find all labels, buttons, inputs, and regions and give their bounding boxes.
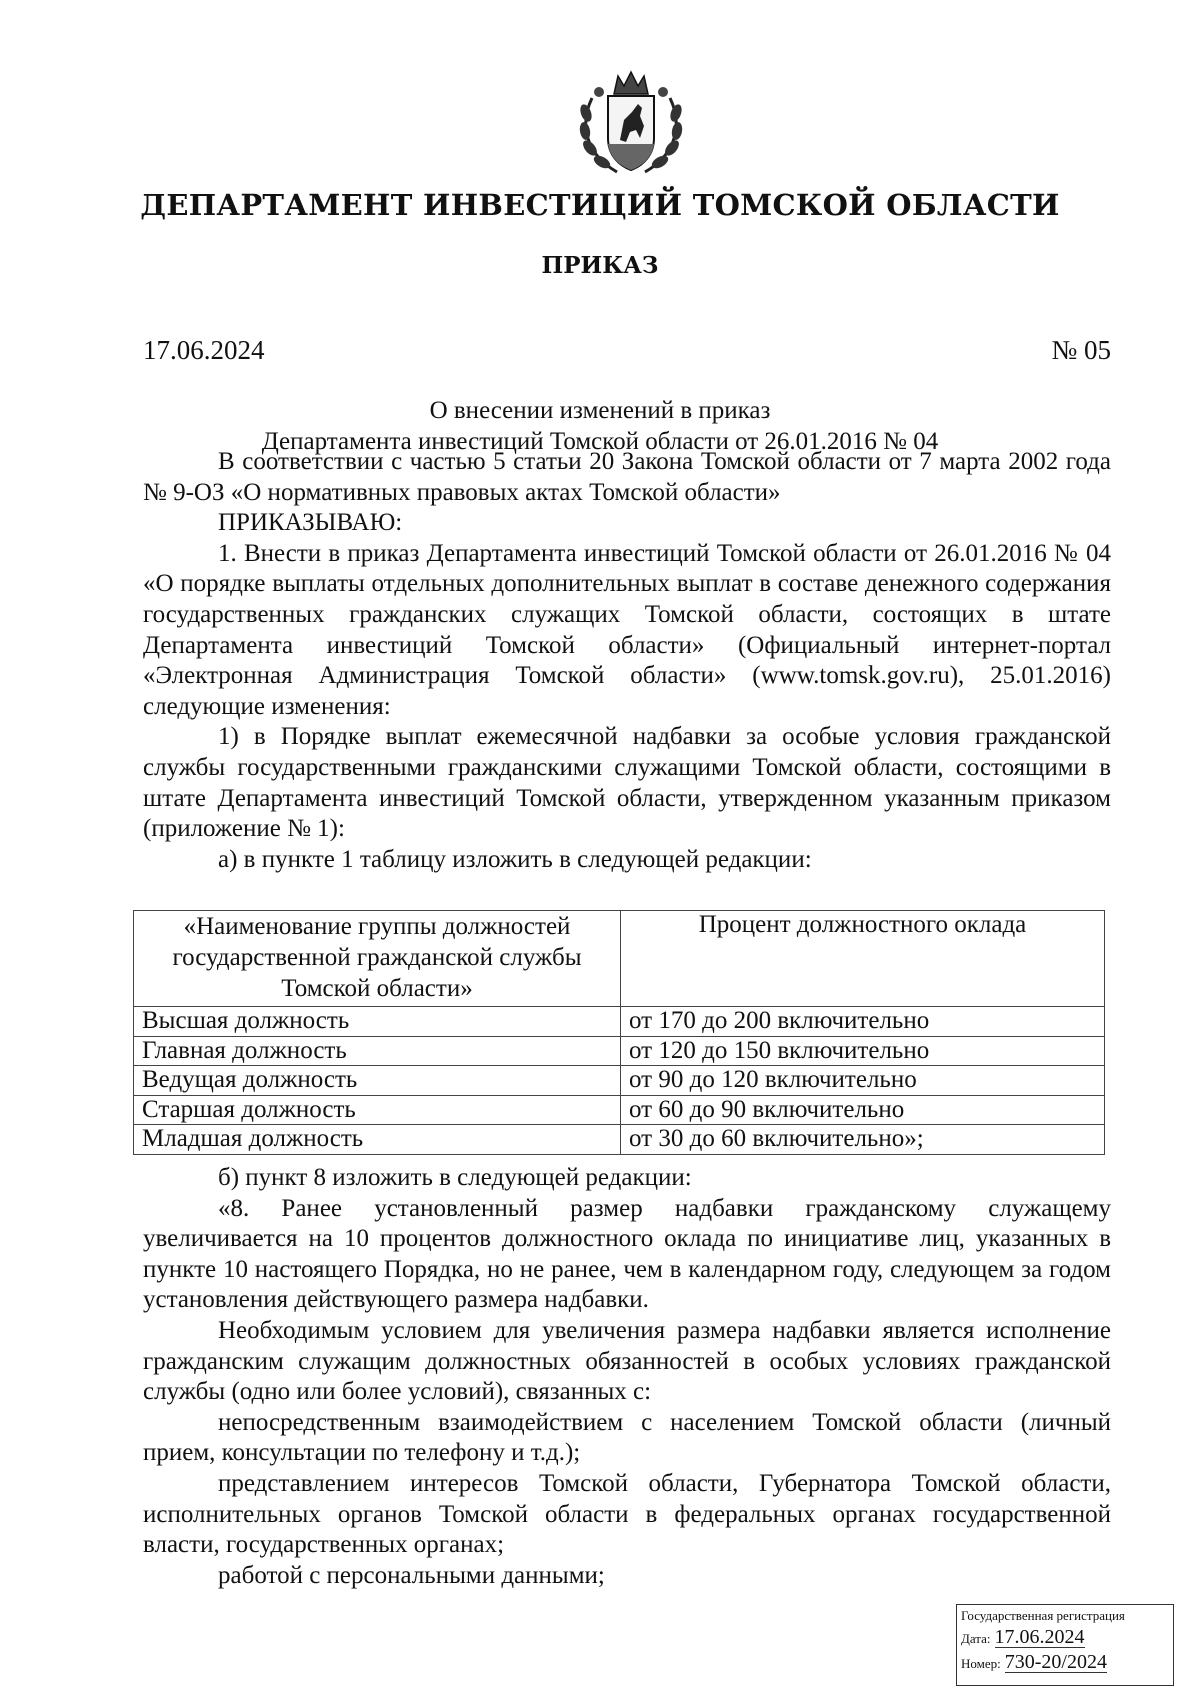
registration-date-row: [961, 1627, 1169, 1648]
table-row: [134, 1036, 1105, 1066]
registration-number-label: Номер:: [961, 1656, 1001, 1671]
subject-line-1: О внесении изменений в приказ: [429, 397, 771, 424]
order-date: 17.06.2024: [143, 335, 265, 365]
registration-number-value: 730-20/2024: [1004, 1651, 1107, 1673]
department-title: ДЕПАРТАМЕНТ ИНВЕСТИЦИЙ ТОМСКОЙ ОБЛАСТИ: [140, 188, 1060, 222]
subitem-b: б) пункт 8 изложить в следующей редакции:: [218, 1164, 692, 1191]
table-header-percent: Процент должностного оклада: [621, 911, 1105, 1007]
condition-representation: представлением интересов Томской области, Губернатора Томской области, исполнительных органов Томской области в федеральных органах государственной власти, государственных органах;: [143, 1469, 1111, 1559]
table-cell-group: Главная должность: [134, 1036, 621, 1066]
table-header-group: «Наименование группы должностей государственной гражданской службы Томской области»: [134, 911, 621, 1007]
condition-personal-data: работой с персональными данными;: [218, 1561, 605, 1589]
registration-number-row: [961, 1652, 1169, 1673]
condition-direct: непосредственным взаимодействием с населением Томской области (личный прием, консультации по телефону и т.д.);: [143, 1408, 1111, 1467]
table-row: [134, 1125, 1105, 1155]
table-row: [134, 1007, 1105, 1037]
subject-line-2: Департамента инвестиций Томской области от 26.01.2016 № 04: [261, 428, 939, 455]
table-cell-group: Младшая должность: [134, 1125, 621, 1155]
positions-table: [133, 910, 1105, 1155]
registration-date-label: Дата:: [961, 1631, 991, 1646]
order-number: № 05: [1051, 335, 1111, 365]
table-cell-percent: от 170 до 200 включительно: [621, 1007, 1105, 1037]
subitem-a: а) в пункте 1 таблицу изложить в следующей редакции:: [218, 845, 812, 873]
order-body-bottom: [143, 1163, 1111, 1591]
point-8-first-line: «8. Ранее установленный размер надбавки гражданскому служащему: [218, 1194, 1111, 1222]
document-type: ПРИКАЗ: [541, 252, 659, 279]
table-cell-percent: от 120 до 150 включительно: [621, 1036, 1105, 1066]
order-word: ПРИКАЗЫВАЮ:: [218, 509, 403, 537]
table-cell-percent: от 30 до 60 включительно»;: [621, 1125, 1105, 1155]
table-header-row: [134, 911, 1105, 1007]
registration-title: Государственная регистрация: [961, 1608, 1125, 1623]
table-cell-group: Высшая должность: [134, 1007, 621, 1037]
preamble: В соответствии с частью 5 статьи 20 Закона Томской области от 7 марта 2002 года № 9-ОЗ «О нормативных правовых актах Томской области»: [143, 448, 1111, 506]
subitem-1: 1) в Порядке выплат ежемесячной надбавки за особые условия гражданской службы государственными гражданскими служащими Томской области, состоящими в штате Департамента инвестиций Томской области, утвержденном указанным приказом (приложение № 1):: [143, 723, 1111, 843]
table-cell-percent: от 60 до 90 включительно: [621, 1095, 1105, 1125]
condition-paragraph: Необходимым условием для увеличения размера надбавки является исполнение гражданским служащим должностных обязанностей в особых условиях гражданской службы (одно или более условий), связанных с:: [143, 1316, 1111, 1406]
item-1: 1. Внести в приказ Департамента инвестиций Томской области от 26.01.2016 № 04 «О порядке выплаты отдельных дополнительных выплат в составе денежного содержания государственных гражданских служащих Томской области, состоящих в штате Департамента инвестиций Томской области» (Официальный интернет-портал «Электронная Администрация Томской области» (www.tomsk.gov.ru), 25.01.2016) следующие изменения:: [143, 539, 1111, 720]
registration-stamp: [956, 1604, 1174, 1686]
table-cell-group: Старшая должность: [134, 1095, 621, 1125]
order-body-top: [143, 447, 1111, 875]
table-row: [134, 1066, 1105, 1096]
registration-date-value: 17.06.2024: [994, 1626, 1085, 1648]
table-cell-group: Ведущая должность: [134, 1066, 621, 1096]
point-8-text: увеличивается на 10 процентов должностного оклада по инициативе лиц, указанных в пункте 10 настоящего Порядка, но не ранее, чем в календарном году, следующем за годом установления действующего размера надбавки.: [143, 1225, 1111, 1314]
table-cell-percent: от 90 до 120 включительно: [621, 1066, 1105, 1096]
table-row: [134, 1095, 1105, 1125]
coat-of-arms-icon: [572, 68, 690, 180]
positions-table-wrap: [143, 910, 1111, 1155]
